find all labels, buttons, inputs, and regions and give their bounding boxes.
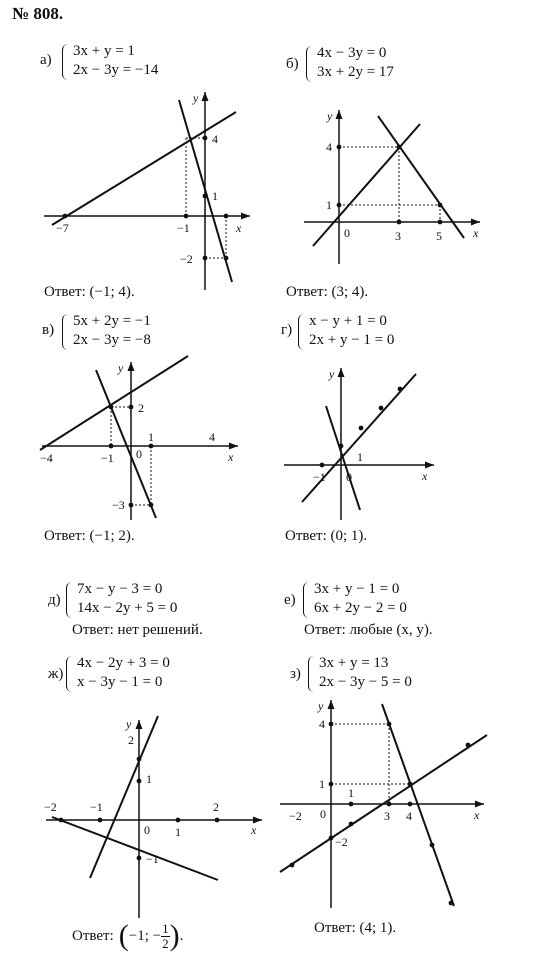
problem-a-label: а) xyxy=(40,52,52,68)
v-tick-x-c: 1 xyxy=(148,430,154,444)
b-tick-x-b: 5 xyxy=(436,229,442,243)
z-tick-x-a: −2 xyxy=(289,809,302,823)
a-axis-y: y xyxy=(193,91,199,105)
problem-z-answer: Ответ: (4; 1). xyxy=(314,920,397,936)
z-axis-x: x xyxy=(474,808,480,822)
zh-tick-y-b: 1 xyxy=(146,772,152,786)
zh-answer-a: −1; − xyxy=(128,927,162,944)
problem-a-eq1: 3x + y = 1 xyxy=(73,43,135,59)
problem-b-answer: Ответ: (3; 4). xyxy=(286,284,369,300)
z-tick-x-c: 3 xyxy=(384,809,390,823)
v-axis-x: x xyxy=(228,450,234,464)
a-tick-x-b: −1 xyxy=(177,221,190,235)
a-tick-y-a: 4 xyxy=(212,132,218,146)
problem-b-eq2: 3x + 2y = 17 xyxy=(317,64,394,80)
problem-v-label: в) xyxy=(42,322,55,338)
problem-v-eq2: 2x − 3y = −8 xyxy=(73,332,151,348)
problem-a-answer: Ответ: (−1; 4). xyxy=(44,284,135,300)
page-title: № 808. xyxy=(12,4,64,23)
z-tick-y-c: −2 xyxy=(335,835,348,849)
v-tick-origin: 0 xyxy=(136,447,142,461)
v-tick-x-a: −4 xyxy=(40,451,53,465)
zh-answer-end: . xyxy=(179,927,184,944)
zh-axis-x: x xyxy=(251,823,257,837)
zh-tick-x-c: 1 xyxy=(175,825,181,839)
zh-tick-x-d: 2 xyxy=(213,800,219,814)
z-tick-y-a: 4 xyxy=(319,717,325,731)
problem-d-eq2: 14x − 2y + 5 = 0 xyxy=(77,600,178,616)
problem-g-label: г) xyxy=(281,322,293,338)
problem-a-eq2: 2x − 3y = −14 xyxy=(73,62,159,78)
b-axis-x: x xyxy=(473,226,479,240)
g-axis-y: y xyxy=(329,367,335,381)
problem-e-eq2: 6x + 2y − 2 = 0 xyxy=(314,600,407,616)
problem-zh-label: ж) xyxy=(48,666,64,682)
zh-axis-y: y xyxy=(126,717,132,731)
v-tick-x-b: −1 xyxy=(101,451,114,465)
problem-d-answer: Ответ: нет решений. xyxy=(72,622,203,638)
problem-z-eq2: 2x − 3y − 5 = 0 xyxy=(319,674,412,690)
v-tick-y-a: 2 xyxy=(138,401,144,415)
a-tick-y-b: 1 xyxy=(212,189,218,203)
problem-zh-answer: Ответ: ( −1; − $\frac{1}{2}$ ) . xyxy=(72,919,184,952)
a-axis-x: x xyxy=(236,221,242,235)
problem-zh-eq1: 4x − 2y + 3 = 0 xyxy=(77,655,170,671)
b-tick-y-b: 1 xyxy=(326,198,332,212)
v-tick-x-d: 4 xyxy=(209,430,215,444)
g-tick-origin: 0 xyxy=(346,470,352,484)
zh-answer-num: 1 xyxy=(162,920,169,936)
v-tick-y-b: −3 xyxy=(112,498,125,512)
problem-d-label: д) xyxy=(48,592,61,608)
problem-e-label: е) xyxy=(284,592,296,608)
g-tick-x-a: −1 xyxy=(313,470,326,484)
problem-g-eq1: x − y + 1 = 0 xyxy=(309,313,387,329)
a-tick-x-a: −7 xyxy=(56,221,69,235)
problem-g-eq2: 2x + y − 1 = 0 xyxy=(309,332,395,348)
zh-answer-den: 2 xyxy=(162,935,169,951)
b-tick-origin: 0 xyxy=(344,226,350,240)
z-tick-x-d: 4 xyxy=(406,809,412,823)
g-tick-x-b: 1 xyxy=(357,450,363,464)
zh-answer-prefix: Ответ: xyxy=(72,927,114,944)
a-tick-y-c: −2 xyxy=(180,252,193,266)
z-tick-x-b: 1 xyxy=(348,786,354,800)
problem-v-answer: Ответ: (−1; 2). xyxy=(44,528,135,544)
z-tick-y-b: 1 xyxy=(319,777,325,791)
problem-e-eq1: 3x + y − 1 = 0 xyxy=(314,581,400,597)
problem-z-label: з) xyxy=(290,666,301,682)
zh-tick-y-c: −1 xyxy=(146,852,159,866)
z-axis-y: y xyxy=(318,699,324,713)
problem-d-eq1: 7x − y − 3 = 0 xyxy=(77,581,163,597)
problem-e-answer: Ответ: любые (x, y). xyxy=(304,622,433,638)
problem-g-answer: Ответ: (0; 1). xyxy=(285,528,368,544)
g-axis-x: x xyxy=(422,469,428,483)
zh-tick-x-a: −2 xyxy=(44,800,57,814)
problem-z-eq1: 3x + y = 13 xyxy=(319,655,389,671)
zh-tick-y-a: 2 xyxy=(128,733,134,747)
b-tick-x-a: 3 xyxy=(395,229,401,243)
zh-tick-origin: 0 xyxy=(144,823,150,837)
problem-b-eq1: 4x − 3y = 0 xyxy=(317,45,387,61)
v-axis-y: y xyxy=(118,361,124,375)
z-tick-origin: 0 xyxy=(320,807,326,821)
problem-v-eq1: 5x + 2y = −1 xyxy=(73,313,151,329)
b-tick-y-a: 4 xyxy=(326,140,332,154)
b-axis-y: y xyxy=(327,109,333,123)
problem-zh-eq2: x − 3y − 1 = 0 xyxy=(77,674,163,690)
problem-b-label: б) xyxy=(286,56,299,72)
zh-tick-x-b: −1 xyxy=(90,800,103,814)
